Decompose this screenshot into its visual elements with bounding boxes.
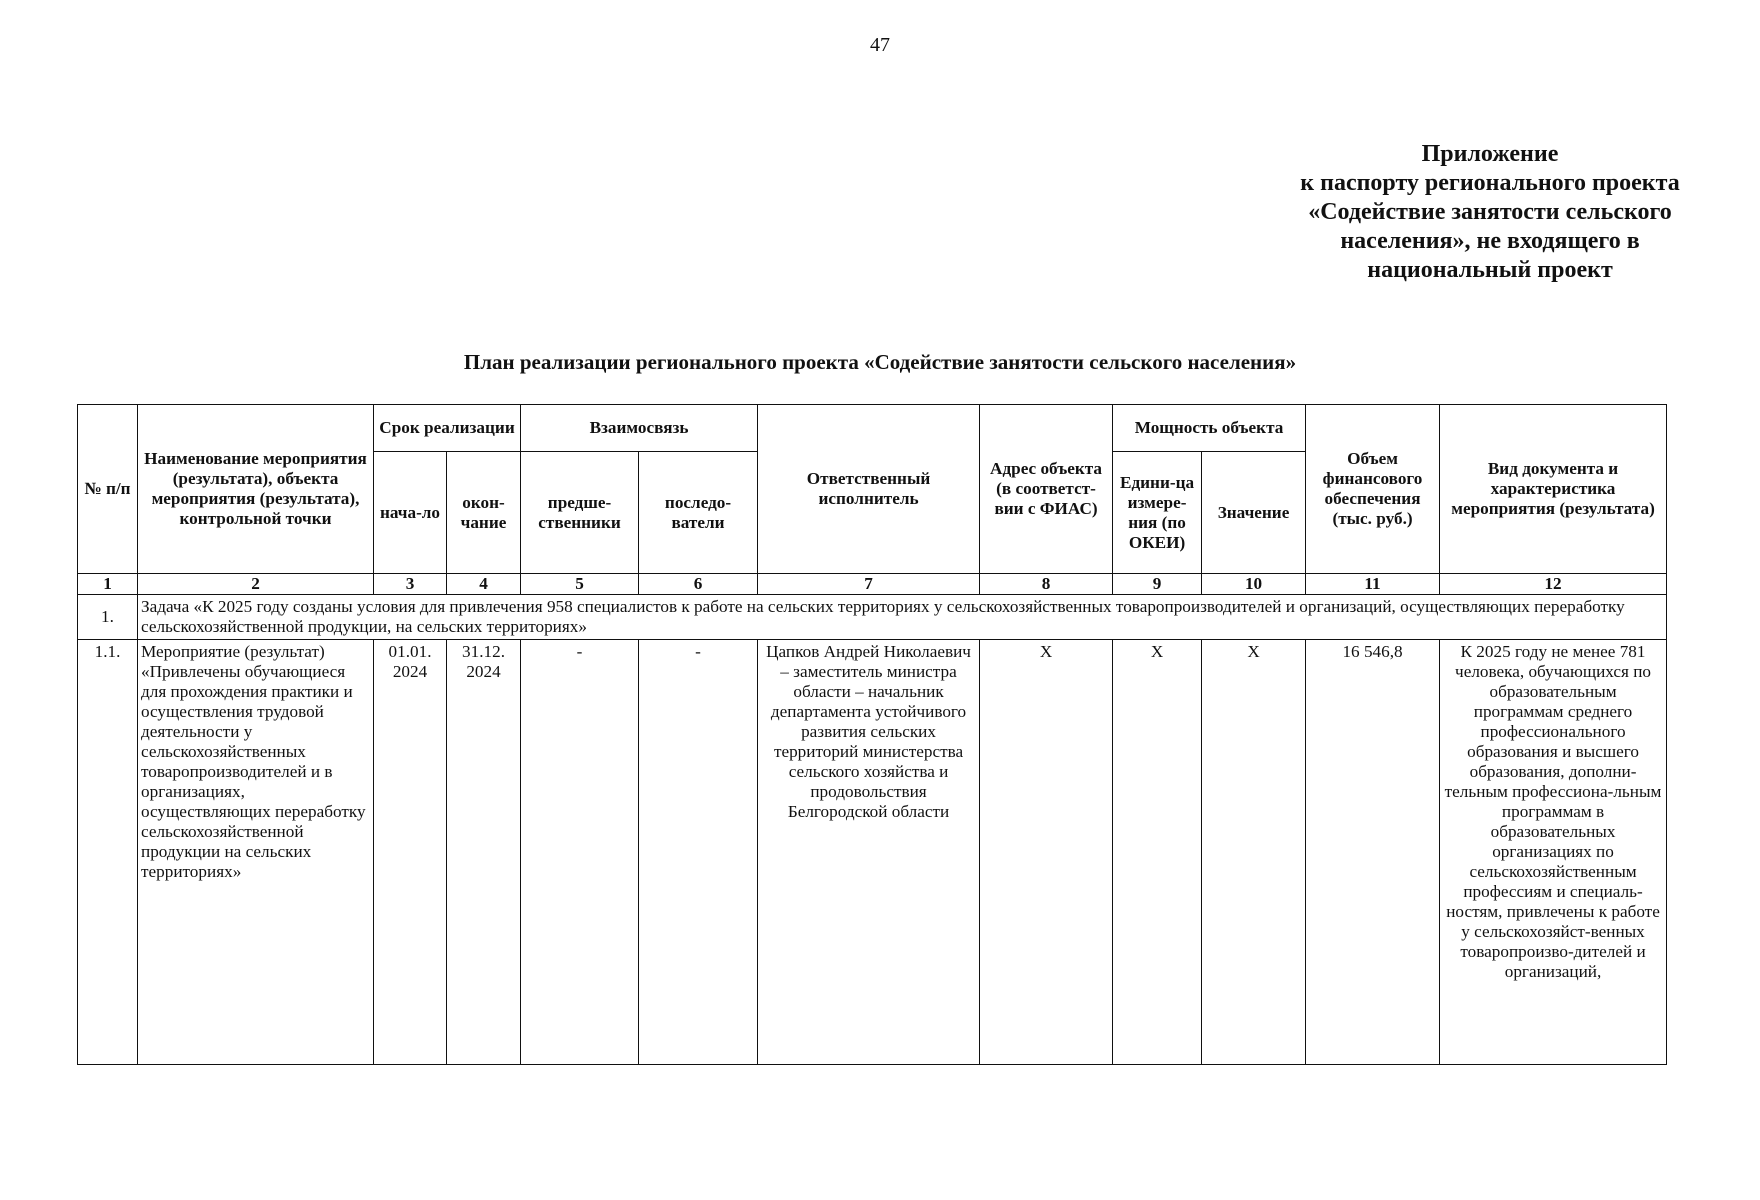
appendix-line: национальный проект [1367,257,1613,283]
header-volume: Объем финансового обеспечения (тыс. руб.) [1306,405,1440,574]
header-link: Взаимосвязь [521,405,758,452]
column-number: 11 [1306,574,1440,595]
row-address: X [980,640,1113,1065]
plan-title: План реализации регионального проекта «Содействие занятости сельского населения» [463,350,1297,374]
header-predecessors: предше-ственники [521,452,639,574]
column-number: 3 [374,574,447,595]
row-end-date: 31.12. 2024 [447,640,521,1065]
header-address: Адрес объекта (в соответст-вии с ФИАС) [980,405,1113,574]
appendix-line: «Содействие занятости сельского [1308,199,1672,225]
appendix-heading [1200,140,1760,285]
column-number: 8 [980,574,1113,595]
row-unit: X [1113,640,1202,1065]
header-name: Наименование мероприятия (результата), объекта мероприятия (результата), контрольной точки [138,405,374,574]
column-number: 7 [758,574,980,595]
appendix-line: Приложение [1421,141,1559,167]
column-number: 10 [1202,574,1306,595]
header-responsible: Ответственный исполнитель [758,405,980,574]
header-successors: последо-ватели [639,452,758,574]
header-end: окон-чание [447,452,521,574]
header-document: Вид документа и характеристика мероприятия (результата) [1440,405,1667,574]
column-number: 2 [138,574,374,595]
appendix-line: населения», не входящего в [1340,228,1640,254]
row-volume: 16 546,8 [1306,640,1440,1065]
column-number: 1 [78,574,138,595]
plan-table [77,404,1667,1065]
task-number: 1. [78,595,138,640]
header-term: Срок реализации [374,405,521,452]
row-value: X [1202,640,1306,1065]
row-predecessors: - [521,640,639,1065]
column-number: 5 [521,574,639,595]
row-start-date: 01.01. 2024 [374,640,447,1065]
page-number: 47 [870,34,890,56]
appendix-line: к паспорту регионального проекта [1300,170,1680,196]
row-successors: - [639,640,758,1065]
header-unit: Едини-ца измере-ния (по ОКЕИ) [1113,452,1202,574]
column-number: 9 [1113,574,1202,595]
column-number: 4 [447,574,521,595]
row-document: К 2025 году не менее 781 человека, обучающихся по образовательным программам среднего профессионального образования и высшего образования, дополни-тельным профессиона-льным программам в образовательных организациях по сельскохозяйственным профессиям и специаль-ностям, привлечены к работе у сельскохозяйст-венных товаропроизво-дителей и организаций, [1440,640,1667,1065]
task-text: Задача «К 2025 году созданы условия для привлечения 958 специалистов к работе на сельских территориях у сельскохозяйственных товаропроизводителей и организаций, осуществляющих переработку сельскохозяйственной продукции, на сельских территориях» [138,595,1667,640]
row-responsible: Цапков Андрей Николаевич – заместитель министра области – начальник департамента устойчивого развития сельских территорий министерства сельского хозяйства и продовольствия Белгородской области [758,640,980,1065]
header-capacity: Мощность объекта [1113,405,1306,452]
row-number: 1.1. [78,640,138,1065]
row-name: Мероприятие (результат) «Привлечены обучающиеся для прохождения практики и осуществления трудовой деятельности у сельскохозяйственных товаропроизводителей и в организациях, осуществляющих переработку сельскохозяйственной продукции на сельских территориях» [138,640,374,1065]
header-num: № п/п [78,405,138,574]
header-start: нача-ло [374,452,447,574]
column-number: 12 [1440,574,1667,595]
header-value: Значение [1202,452,1306,574]
column-number: 6 [639,574,758,595]
